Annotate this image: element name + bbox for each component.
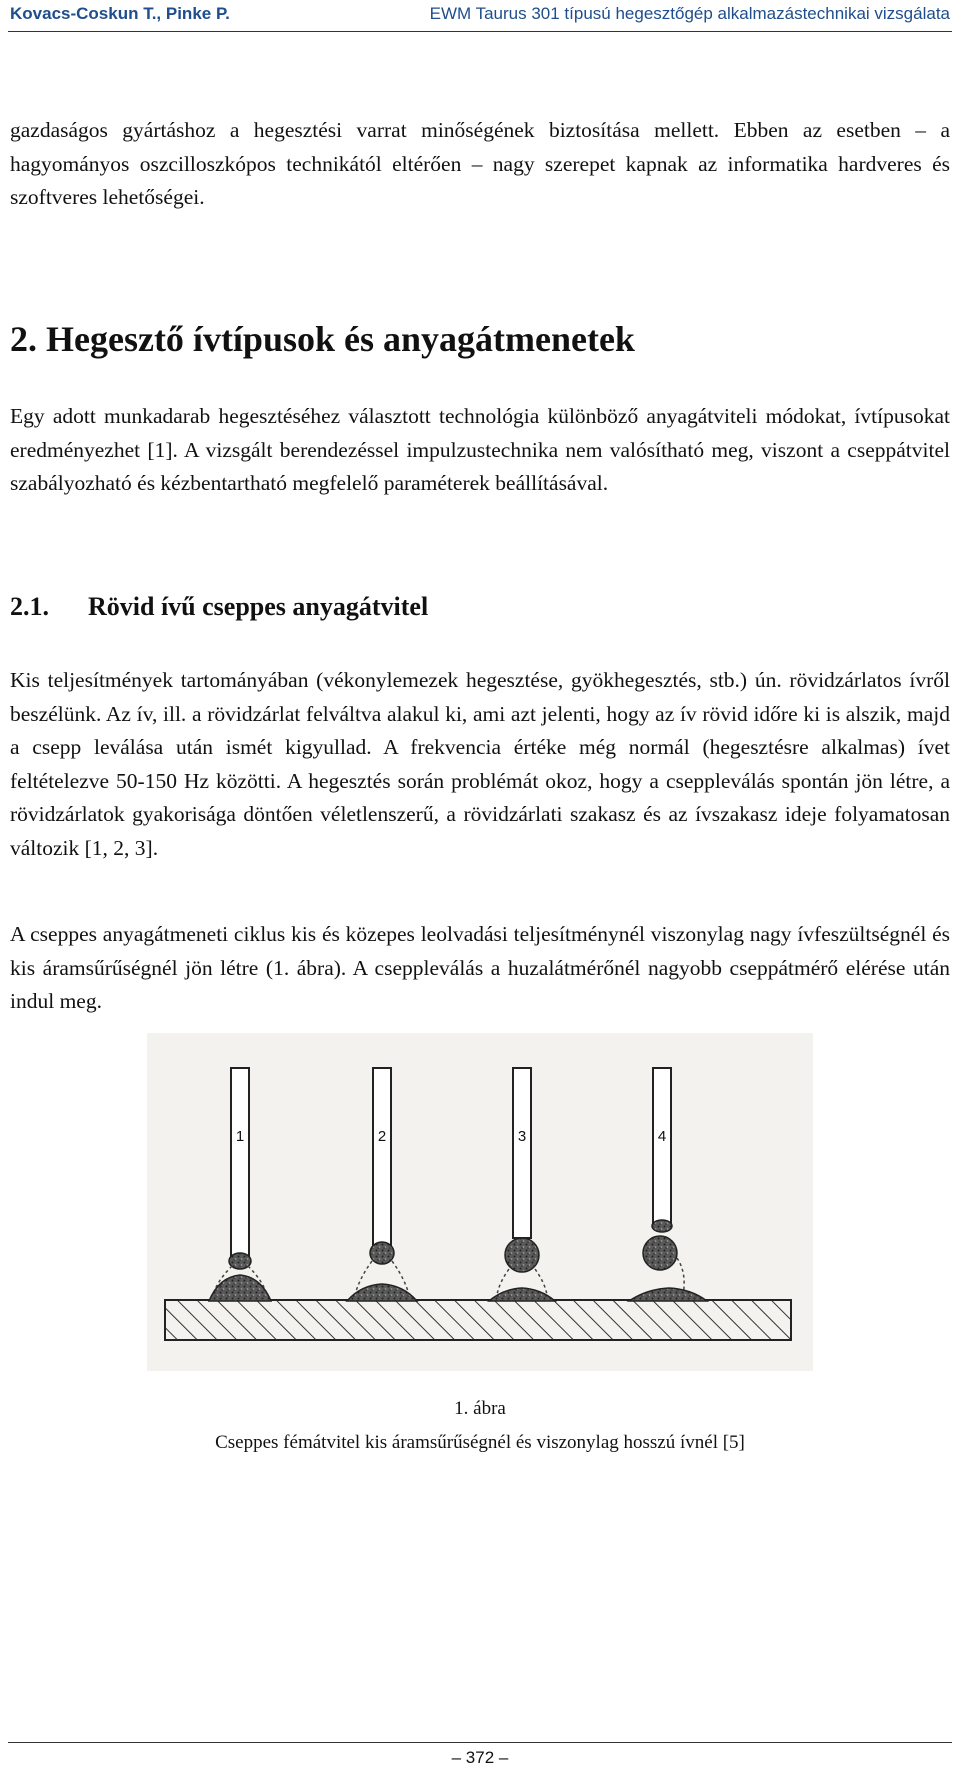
- stage-label-2: 2: [377, 1128, 387, 1145]
- section-heading: 2. Hegesztő ívtípusok és anyagátmenetek: [10, 319, 635, 359]
- stage-label-4: 4: [657, 1128, 667, 1145]
- header-rule: [8, 31, 952, 32]
- stage-3-electrode: [489, 1068, 555, 1301]
- subsection-heading: [10, 592, 428, 622]
- stage-1-electrode: [209, 1068, 271, 1301]
- header-authors: Kovacs-Coskun T., Pinke P.: [10, 4, 230, 23]
- subsection-number: 2.1.: [10, 592, 49, 621]
- section-paragraph: Egy adott munkadarab hegesztéséhez választott technológia különböző anyagátviteli módokat, ívtípusokat eredményezhet [1]. A vizsgált berendezéssel impulzustechnika nem valósítható meg, viszont a cseppátvitel szabályozható és kézbentartható megfelelő paraméterek beállításával.: [10, 404, 950, 495]
- header-running-title: EWM Taurus 301 típusú hegesztőgép alkalmazástechnikai vizsgálata: [429, 4, 950, 23]
- stage-2-electrode: [347, 1068, 417, 1301]
- stage-label-1: 1: [235, 1128, 245, 1145]
- intro-paragraph: gazdaságos gyártáshoz a hegesztési varrat minőségének biztosítása mellett. Ebben az esetben – a hagyományos oszcilloszkópos technikától eltérően – nagy szerepet kapnak az informatika hardveres és szoftveres lehetőségei.: [10, 118, 950, 209]
- figure-caption: Cseppes fémátvitel kis áramsűrűségnél és viszonylag hosszú ívnél [5]: [215, 1432, 745, 1453]
- subsection-paragraph-2: A cseppes anyagátmeneti ciklus kis és közepes leolvadási teljesítménynél viszonylag nagy ívfeszültségnél és kis áramsűrűségnél jön létre (1. ábra). A cseppleválás a huzalátmérőnél nagyobb cseppátmérő elérése után indul meg.: [10, 922, 950, 1013]
- page-header: [0, 0, 960, 34]
- stage-4-electrode: [629, 1068, 707, 1301]
- figure-number: 1. ábra: [454, 1398, 506, 1419]
- base-plate: [165, 1300, 791, 1340]
- stage-label-3: 3: [517, 1128, 527, 1145]
- footer-rule: [8, 1742, 952, 1743]
- droplet-transfer-figure: [147, 1033, 813, 1371]
- subsection-title: Rövid ívű cseppes anyagátvitel: [88, 592, 429, 621]
- subsection-paragraph-1: Kis teljesítmények tartományában (vékonylemezek hegesztése, gyökhegesztés, stb.) ún. rövidzárlatos ívről beszélünk. Az ív, ill. a rövidzárlat felváltva alakul ki, ami azt jelenti, hogy az ív rövid időre ki is alszik, majd a csepp leválása után ismét kigyullad. A frekvencia értéke még normál (hegesztésre alkalmas) ívet feltételezve 50-150 Hz közötti. A hegesztés során problémát okoz, hogy a cseppleválás spontán jön létre, a rövidzárlatok gyakorisága döntően véletlenszerű, a rövidzárlati szakasz és az ívszakasz ideje folyamatosan változik [1, 2, 3].: [10, 668, 950, 860]
- page-number: – 372 –: [451, 1748, 509, 1767]
